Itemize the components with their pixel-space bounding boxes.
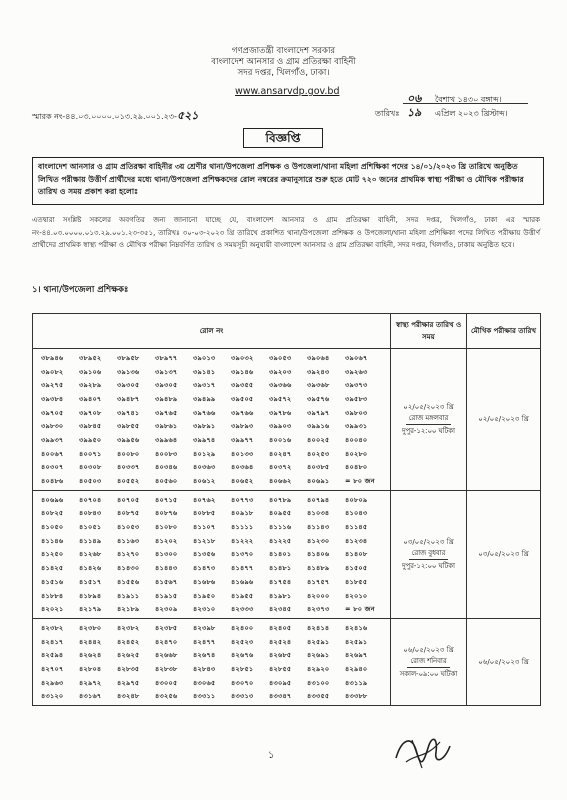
roll-number: ৩৯১৩৬	[117, 367, 140, 376]
roll-number: ৪০৫৫২	[117, 477, 140, 486]
roll-number: ৪০৮৭৬	[155, 509, 178, 518]
roll-number: ৪১০৮০	[155, 523, 178, 532]
roll-number: ৩৯৭৬৬	[193, 408, 216, 417]
roll-number: ৪১৪৭৭	[231, 564, 254, 573]
roll-number: ৪২৪১৭	[41, 637, 64, 646]
roll-number: ৪০৭১৫	[155, 495, 178, 504]
roll-number: ৪০০৪০	[345, 435, 368, 444]
address-line: সদর দপ্তর, খিলগাঁও, ঢাকা।	[237, 68, 330, 78]
roll-number: ৪০৫৬০	[155, 477, 178, 486]
roll-number: ৪১০৫৩	[117, 523, 140, 532]
roll-number: ৩৯০৫৩	[269, 353, 292, 362]
roll-number: ৩৯১৩৭	[155, 367, 178, 376]
roll-number: ৩৯৯১৬	[307, 422, 330, 431]
roll-number: ৩৯৯৭৭	[231, 435, 254, 444]
roll-number: ৩৯০৬৪	[307, 353, 330, 362]
roll-line	[41, 433, 390, 447]
roll-number: ৩৯০১৩	[193, 353, 216, 362]
roll-number: ৩৯৩০৫	[155, 381, 178, 390]
roll-number: ৪০৫০৩	[79, 477, 102, 486]
roll-number: ৩৮৯৫৮	[117, 353, 140, 362]
roll-number: ৪২৬৭৬	[231, 651, 254, 660]
health-time: দুপুর-১২:০০ ঘটিকা	[401, 426, 456, 435]
roll-number: ৪২৩৮২	[117, 623, 140, 632]
roll-line	[41, 461, 390, 475]
roll-line	[41, 690, 390, 704]
roll-number: ৪৩১১৯	[345, 678, 368, 687]
roll-number: ৩৯৮৫৫	[117, 422, 140, 431]
bangla-day: ০৬	[407, 92, 422, 105]
roll-number: ৪২০১০	[345, 591, 368, 600]
roll-line	[41, 493, 390, 507]
roll-line	[41, 548, 390, 562]
roll-number: ৪০০৭১	[79, 449, 102, 458]
roll-number: ৪৩৩১৩	[231, 692, 254, 701]
roll-number: ৪২০২১	[41, 605, 64, 614]
roll-number: ৪১৩৭০	[231, 550, 254, 559]
roll-number: ৪২৮৪৩	[193, 664, 216, 673]
roll-number: ৪১৪৮১	[269, 564, 292, 573]
roll-number: ৪১৯৫৫	[231, 591, 254, 600]
roll-number: ৪০৮৭৫	[117, 509, 140, 518]
letterhead	[0, 46, 567, 79]
roll-number: ৪২৫২৩	[231, 637, 254, 646]
roll-number: ৩৯৩৫৫	[231, 381, 254, 390]
table-row	[33, 490, 541, 618]
roll-line	[41, 474, 390, 488]
roll-number: ৩৯৩৮৪	[41, 394, 64, 403]
roll-number: ৪৩২৫৬	[155, 692, 178, 701]
health-date: ০২/০৫/২০২৩ খ্রি	[403, 402, 454, 411]
roll-number: ৪০৩৬৩	[193, 463, 216, 472]
health-day: রোজ শনিবার	[407, 656, 449, 668]
roll-number: ৪১৩৫৬	[193, 550, 216, 559]
roll-line	[41, 602, 390, 616]
roll-number: ৪০৮৮৫	[193, 509, 216, 518]
health-day: রোজ মঙ্গলবার	[406, 413, 452, 425]
roll-number: ৪২৪০৫	[269, 623, 292, 632]
roll-number: ৩৯৩৭৩	[345, 381, 368, 390]
roll-number: ৪১৪০১	[269, 550, 292, 559]
roll-number: ৩৯০৮২	[41, 367, 64, 376]
memo-prefix: স্মারক নং-৪৪.০৩.০০০০.০১৩.২৯.০০১.২৩-	[32, 112, 177, 121]
roll-number: ৪২৪১৪	[307, 623, 330, 632]
roll-number: ৪২৮৫১	[231, 664, 254, 673]
roll-number: ৩৯৯০৩	[269, 422, 292, 431]
roll-number: ৩৯৩৬৮	[307, 381, 330, 390]
summary-box: বাংলাদেশ আনসার ও গ্রাম প্রতিরক্ষা বাহিনীর ৩য় শ্রেণীর থানা/উপজেলা প্রশিক্ষক ও উপজেলা/থানা মহিলা প্রশিক্ষিকা পদের ১৪/০১/২০২৩ খ্রি তারিখে অনুষ্ঠিত লিখিত পরীক্ষায় উত্তীর্ণ প্রার্থীদের মধ্যে থানা/উপজেলা প্রশিক্ষকদের রোল নম্বরের ক্রমানুসারে শুরু হতে মোট ৭২০ জনের প্রাথমিক স্বাস্থ্য পরীক্ষা ও মৌখিক পরীক্ষার তারিখ ও সময় প্রকাশ করা হলোঃ	[32, 157, 544, 205]
roll-number: ৪২৪৫২	[117, 637, 140, 646]
roll-number: ৪৩১২০	[41, 692, 64, 701]
table-row	[33, 349, 541, 491]
roll-number: ৩৯৮৯১	[193, 422, 216, 431]
roll-number: ৪০১৩৩	[231, 449, 254, 458]
roll-number: ৪২৮৩৫	[117, 664, 140, 673]
roll-number: ৪০৭৬২	[193, 495, 216, 504]
roll-number: ৪২৩১০	[193, 605, 216, 614]
roll-number: ৪০৬৯১	[307, 477, 330, 486]
roll-number: ৪২৪১৬	[345, 623, 368, 632]
roll-line	[41, 662, 390, 676]
roll-header: রোল নং	[33, 314, 391, 349]
roll-line	[41, 676, 390, 690]
roll-number: ৪০৮৪৩	[79, 509, 102, 518]
roll-number: ৪২১৭৯	[79, 605, 102, 614]
roll-number: ৪২৬৯১	[307, 651, 330, 660]
roll-number: ৪০৬৯৬	[41, 495, 64, 504]
roll-number: ৪০৩৭২	[269, 463, 292, 472]
roll-number: ৪০১২৯	[193, 449, 216, 458]
roll-number: ৪১২২২	[231, 536, 254, 545]
en-day: ১৯	[407, 106, 422, 119]
roll-number: ৪০৮২৫	[41, 509, 64, 518]
roll-number: ৪১২১৮	[193, 536, 216, 545]
roll-number: ৩৯০৬৭	[345, 353, 368, 362]
roll-number: ৪০৮০৯	[345, 495, 368, 504]
org-line: বাংলাদেশ আনসার ও গ্রাম প্রতিরক্ষা বাহিনী	[211, 57, 356, 67]
roll-number: ৩৯৯৬৪	[155, 435, 178, 444]
roll-number: ৪১৫১৭	[79, 577, 102, 586]
roll-line	[41, 520, 390, 534]
roll-number: ৪২৬২৪	[79, 651, 102, 660]
roll-number: ৩৯৯৭৪	[193, 435, 216, 444]
roll-number: ৪০৪৮০	[345, 463, 368, 472]
roll-number: ৪১৪০৮	[345, 550, 368, 559]
health-time: সকাল-০৯:০০ ঘটিকা	[399, 669, 458, 678]
roll-number: ৪০০১৬	[269, 435, 292, 444]
roll-number: ৪৩৩৪৭	[269, 692, 292, 701]
roll-line	[41, 447, 390, 461]
roll-number: ৪০৯১৮	[231, 509, 254, 518]
roll-line	[41, 365, 390, 379]
roll-number: ৪১১৪৬	[41, 536, 64, 545]
roll-number: = ৮০ জন	[345, 477, 375, 486]
roll-number: ৪০৭৮৯	[269, 495, 292, 504]
viva-date: ০৩/০৫/২০২৩ খ্রি	[467, 490, 541, 618]
roll-number: ৪২৯৭২	[79, 678, 102, 687]
roll-number: ৪১১৪৩	[307, 523, 330, 532]
health-cell	[391, 490, 467, 618]
schedule-table	[32, 313, 541, 706]
roll-number: ৪০৭০৫	[117, 495, 140, 504]
roll-number: ৪০৭৭৩	[231, 495, 254, 504]
roll-number: ৩৯৩১৭	[193, 381, 216, 390]
roll-number: ৩৯৪০৭	[79, 394, 102, 403]
table-row	[33, 619, 541, 706]
roll-number: ৪২৩৮২	[41, 623, 64, 632]
roll-number: ৪২৬৮৫	[269, 651, 292, 660]
roll-line	[41, 589, 390, 603]
roll-number: ৩৯৮৪৫	[79, 422, 102, 431]
roll-number: ৩৯৫৭২	[269, 394, 292, 403]
roll-number: ৪২৩৯৮	[193, 623, 216, 632]
roll-number: ৪১২৩৪	[345, 536, 368, 545]
roll-number: ৪২৩৮০	[79, 623, 102, 632]
roll-number: ৪২৩৮৫	[155, 623, 178, 632]
roll-number: ৪১১৬৩	[117, 536, 140, 545]
roll-number: ৪০৩৮৫	[307, 463, 330, 472]
roll-number: ৪১১৪৯	[79, 536, 102, 545]
roll-number: ৪১০৩৪	[307, 509, 330, 518]
roll-number: ৪১৪২৬	[79, 564, 102, 573]
roll-number: ৩৯৪৮৯	[155, 394, 178, 403]
roll-number: ৪১৫১৬	[41, 577, 64, 586]
roll-number: ৪১২০২	[155, 536, 178, 545]
roll-number: ৪২৫৯১	[307, 637, 330, 646]
roll-line	[41, 575, 390, 589]
roll-number: ৪৩০৯৫	[269, 678, 292, 687]
roll-number: ৪২০০০	[307, 591, 330, 600]
roll-number: ৪২৪৭০	[155, 637, 178, 646]
roll-number: ৪১০৪৩	[345, 509, 368, 518]
roll-number: ৪২৬৬৮	[155, 651, 178, 660]
health-time: দুপুর-১২:০০ ঘটিকা	[401, 561, 456, 570]
roll-number: ৪১৫৫৬	[117, 577, 140, 586]
roll-number: ৪০৩০৭	[41, 463, 64, 472]
roll-line	[41, 406, 390, 420]
roll-line	[41, 534, 390, 548]
health-cell	[391, 349, 467, 491]
table-header-row	[33, 314, 541, 349]
roll-number: ৩৯৯৫০	[79, 435, 102, 444]
roll-number: ৩৯৭৬৫	[155, 408, 178, 417]
roll-cell	[33, 490, 391, 618]
roll-number: ৪২৮০৪	[79, 664, 102, 673]
roll-number: ৪১৩০০	[155, 550, 178, 559]
roll-cell	[33, 349, 391, 491]
roll-number: ৪২৯৬৩	[41, 678, 64, 687]
roll-number: ৪২৬২৫	[117, 651, 140, 660]
roll-number: ৪১৯৮১	[269, 591, 292, 600]
roll-number: ৩৯৭৬৬	[231, 408, 254, 417]
roll-number: ৪০৬৬২	[269, 477, 292, 486]
health-cell	[391, 619, 467, 706]
roll-line	[41, 419, 390, 433]
roll-number: ৪৩৩৮৮	[345, 692, 368, 701]
roll-number: ৪১৯১৫	[155, 591, 178, 600]
roll-number: ৩৯৯৩৭	[41, 435, 64, 444]
roll-number: ৪১৬৯৬	[231, 577, 254, 586]
roll-number: ৩৮৯৪৬	[41, 353, 64, 362]
roll-number: ৩৯৭০৮	[79, 408, 102, 417]
roll-number: ৪০৯৫৫	[269, 509, 292, 518]
roll-number: ৪২৫২৪	[269, 637, 292, 646]
roll-number: ৪১১৪৫	[345, 523, 368, 532]
notice-title: বিজ্ঞপ্তি	[243, 128, 323, 148]
roll-number: ৪৩১০০	[307, 678, 330, 687]
roll-number: ৪১০৫১	[79, 523, 102, 532]
roll-number: ৪১৯১১	[117, 591, 140, 600]
roll-number: ৪২৪৪২	[79, 637, 102, 646]
roll-number: ৪১৭৫৪	[269, 577, 292, 586]
roll-number: ৩৮৯৫২	[79, 353, 102, 362]
roll-number: ৩৯২৪৩	[307, 367, 330, 376]
roll-line	[41, 561, 390, 575]
roll-number: ৪১৪৪৩	[155, 564, 178, 573]
roll-number: ৩৯১০৬	[79, 367, 102, 376]
bangla-date: বৈশাখ ১৪৩০ বঙ্গাব্দ।	[435, 95, 502, 104]
roll-number: ৪২৭০৭	[41, 664, 64, 673]
roll-number: ৩৮৯৭৭	[155, 353, 178, 362]
roll-number: ৩৯৯৩১	[345, 422, 368, 431]
viva-date: ০৬/০৫/২০২৩ খ্রি	[467, 619, 541, 706]
roll-number: ৪২৮৫৫	[269, 664, 292, 673]
roll-number: ৪০৬৫২	[231, 477, 254, 486]
memo-handwritten-number: ৫২১	[176, 109, 199, 122]
roll-number: ৪২৫৯৪	[41, 651, 64, 660]
roll-number: ৪২৩৭৩	[307, 605, 330, 614]
roll-number: ৪০৪৮৬	[41, 477, 64, 486]
page-number: ১	[268, 750, 275, 761]
roll-number: ৪১৪৭৩	[193, 564, 216, 573]
roll-number: ৪১২৫০	[41, 550, 64, 559]
roll-number: ৪০০৮৩	[155, 449, 178, 458]
roll-number: ৪১৯৫০	[193, 591, 216, 600]
roll-number: ৪০২৫৩	[307, 449, 330, 458]
signature	[392, 728, 454, 776]
roll-number: ৪৩২৪৮	[117, 692, 140, 701]
roll-number: ৪১৪০৬	[307, 550, 330, 559]
health-header: স্বাস্থ্য পরীক্ষার তারিখ ও সময়	[391, 314, 467, 349]
roll-line	[41, 635, 390, 649]
roll-number: ৪৩০৭০	[231, 678, 254, 687]
roll-number: ৩৯৪৮৭	[117, 394, 140, 403]
roll-number: ৪২৯২০	[307, 664, 330, 673]
roll-number: ৪৩০৬৫	[193, 678, 216, 687]
roll-number: ৪১২২৫	[269, 536, 292, 545]
roll-number: ৪১৮৫৫	[345, 577, 368, 586]
roll-number: ৪১৪৮৯	[307, 564, 330, 573]
roll-number: ৪৩৩১১	[193, 692, 216, 701]
roll-number: ৪২৪৭৭	[193, 637, 216, 646]
roll-number: ৪২৩৩৩	[231, 605, 254, 614]
roll-number: ৪৩০০৫	[155, 678, 178, 687]
roll-number: ৪২৬৯৭	[345, 651, 368, 660]
roll-number: ৪১০৫০	[41, 523, 64, 532]
viva-header: মৌখিক পরীক্ষার তারিখ	[467, 314, 541, 349]
roll-number: ৪০২৮০	[345, 449, 368, 458]
roll-number: ৪০৩৩৭	[117, 463, 140, 472]
date-label: তারিখঃ	[375, 109, 400, 118]
viva-date: ০২/০৫/২০২৩ খ্রি	[467, 349, 541, 491]
roll-number: ৪২৮৩৮	[155, 664, 178, 673]
roll-number: ৪১৪৩০	[117, 564, 140, 573]
govt-line: গণপ্রজাতন্ত্রী বাংলাদেশ সরকার	[231, 46, 336, 56]
roll-number: ৪১১১১	[231, 523, 254, 532]
section-title: ১। থানা/উপজেলা প্রশিক্ষকঃ	[32, 285, 129, 295]
roll-number: ৩৯৭৮৬	[269, 408, 292, 417]
roll-line	[41, 621, 390, 635]
roll-number: ৪২৪০০	[231, 623, 254, 632]
roll-line	[41, 507, 390, 521]
roll-number: ৪০৩৬৪	[231, 463, 254, 472]
body-paragraph: এতদ্বারা সংশ্লিষ্ট সকলের অবগতির জন্য জানানো যাচ্ছে যে, বাংলাদেশ আনসার ও গ্রাম প্রতিরক্ষা বাহিনী, সদর দপ্তর, খিলগাঁও, ঢাকা এর স্মারক নং-৪৪.০৩.০০০০.০১৩.২৯.০০১.২৩-৩৫১, তারিখঃ ৩০-০৩-২০২৩ খ্রি তারিখে প্রকাশিত থানা/উপজেলা প্রশিক্ষক ও উপজেলা/থানা মহিলা প্রশিক্ষিকা পদের লিখিত পরীক্ষায় উত্তীর্ণ প্রার্থীদের প্রাথমিক স্বাস্থ্য পরীক্ষা ও মৌখিক পরীক্ষা নিম্নবর্ণিত তারিখ ও সময়সূচী অনুযায়ী বাংলাদেশ আনসার ও গ্রাম প্রতিরক্ষা বাহিনী, সদর দপ্তর, খিলগাঁও, ঢাকায় অনুষ্ঠিত হবে।	[32, 216, 540, 250]
roll-cell	[33, 619, 391, 706]
health-day: রোজ বুধবার	[409, 548, 449, 560]
roll-number: ৩৯২৬৩	[345, 367, 368, 376]
en-date: এপ্রিল ২০২৩ খ্রিস্টাব্দ।	[435, 109, 508, 118]
roll-number: ৪১২৩০	[307, 536, 330, 545]
roll-number: ৪০২৪৭	[269, 449, 292, 458]
health-date: ০৩/০৫/২০২৩ খ্রি	[403, 537, 454, 546]
website-link[interactable]: www.ansarvdp.gov.bd	[235, 86, 340, 97]
roll-number: ৩৯৩৬৬	[269, 381, 292, 390]
roll-number: ৪০৭৯৪	[307, 495, 330, 504]
roll-number: ৩৯০৩২	[231, 353, 254, 362]
roll-line	[41, 648, 390, 662]
roll-number: ৪৩১৬৭	[79, 692, 102, 701]
roll-number: ৪০০৮০	[117, 449, 140, 458]
roll-number: ৩৯৩০৫	[117, 381, 140, 390]
roll-number: ৪২৯৪০	[345, 664, 368, 673]
roll-number: ৪১১০৭	[193, 523, 216, 532]
roll-line	[41, 378, 390, 392]
roll-number: ৪৩৩৫৫	[307, 692, 330, 701]
roll-number: ৪২৩০৯	[155, 605, 178, 614]
roll-number: ৪১১১৬	[269, 523, 292, 532]
roll-number: ৩৯৮৯৩	[231, 422, 254, 431]
memo-number	[32, 107, 198, 126]
roll-number: ৪১৮৮৪	[41, 591, 64, 600]
roll-number: ৩৯৭৪১	[117, 408, 140, 417]
roll-number: ৪১৭৫৭	[307, 577, 330, 586]
roll-number: ৩৯৫০৫	[231, 394, 254, 403]
roll-number: ৩৯৯৫৬	[117, 435, 140, 444]
roll-number: ৩৯৪৯৯	[193, 394, 216, 403]
roll-number: ৩৯৮০৩	[345, 408, 368, 417]
roll-number: ৪২৩৪৫	[269, 605, 292, 614]
date-block	[375, 90, 508, 118]
roll-number: ৩৯৮৩০	[41, 422, 64, 431]
roll-number: ৪১২৬৮	[79, 550, 102, 559]
roll-number: ৩৯৭০৫	[41, 408, 64, 417]
roll-number: ৪০০২৫	[307, 435, 330, 444]
roll-number: ৩৯২০৩	[269, 367, 292, 376]
roll-number: ৪২৬৭৪	[193, 651, 216, 660]
roll-number: ৪১৫৬৭	[155, 577, 178, 586]
roll-line	[41, 351, 390, 365]
roll-number: ৪০০৬৭	[41, 449, 64, 458]
roll-number: ৩৯৭৯৭	[307, 408, 330, 417]
roll-number: ৩৯২৮৯	[79, 381, 102, 390]
roll-number: ৪২৯৭৫	[117, 678, 140, 687]
roll-number: ৪২৫৯১	[345, 637, 368, 646]
roll-number: ৪০৩৪৬	[155, 463, 178, 472]
roll-number: ৩৯৮৬১	[155, 422, 178, 431]
roll-number: ৪২১৮৯	[117, 605, 140, 614]
roll-number: ৪১৪২৫	[41, 564, 64, 573]
roll-number: ৩৯১৪১	[193, 367, 216, 376]
roll-number: ৪০৩০৮	[79, 463, 102, 472]
roll-number: ৩৯১৪৬	[231, 367, 254, 376]
roll-number: ৪০৭০৪	[79, 495, 102, 504]
roll-number: ৩৯২৭৫	[41, 381, 64, 390]
roll-number: ৪১৬৮৬	[193, 577, 216, 586]
roll-number: ৩৯৫৭৬	[307, 394, 330, 403]
health-date: ০৬/০৫/২০২৩ খ্রি	[403, 645, 454, 654]
roll-line	[41, 392, 390, 406]
roll-number: ৩৯৫৮৩	[345, 394, 368, 403]
roll-number: ৪১৮৯৪	[79, 591, 102, 600]
roll-number: ৪১২৭০	[117, 550, 140, 559]
roll-number: ৪০৬১২	[193, 477, 216, 486]
roll-number: = ৮০ জন	[345, 605, 375, 614]
roll-number: ৪১৫০৫	[345, 564, 368, 573]
